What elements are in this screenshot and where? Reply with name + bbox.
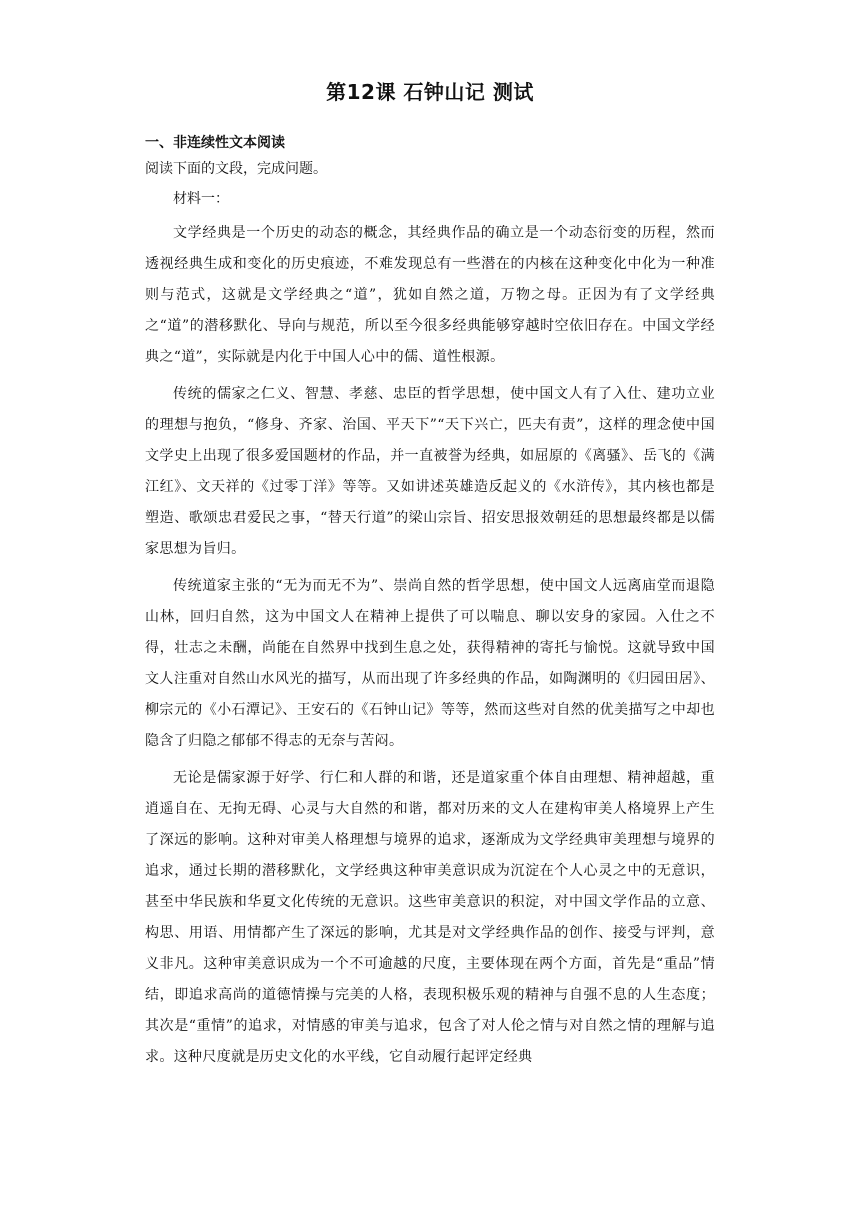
paragraph-3: 传统道家主张的“无为而无不为”、崇尚自然的哲学思想，使中国文人远离庙堂而退隐山林，回归自然，这为中国文人在精神上提供了可以喘息、聊以安身的家园。入仕之不得，壮志之未酬，尚能在自然界中找到生息之处，获得精神的寄托与愉悦。这就导致中国文人注重对自然山水风光的描写，从而出现了许多经典的作品，如陶渊明的《归园田居》、柳宗元的《小石潭记》、王安石的《石钟山记》等等，然而这些对自然的优美描写之中却也隐含了归隐之郁郁不得志的无奈与苦闷。 — [145, 578, 715, 749]
paragraph-1: 文学经典是一个历史的动态的概念，其经典作品的确立是一个动态衍变的历程，然而透视经典生成和变化的历史痕迹，不难发现总有一些潜在的内核在这种变化中化为一种准则与范式，这就是文学经典之“道”，犹如自然之道，万物之母。正因为有了文学经典之“道”的潜移默化、导向与规范，所以至今很多经典能够穿越时空依旧存在。中国文学经典之“道”，实际就是内化于中国人心中的儒、道性根源。 — [145, 225, 715, 365]
paragraph-4: 无论是儒家源于好学、行仁和人群的和谐，还是道家重个体自由理想、精神超越，重逍遥自在、无拘无碍、心灵与大自然的和谐，都对历来的文人在建构审美人格境界上产生了深远的影响。这种对审美人格理想与境界的追求，逐渐成为文学经典审美理想与境界的追求，通过长期的潜移默化，文学经典这种审美意识成为沉淀在个人心灵之中的无意识，甚至中华民族和华夏文化传统的无意识。这些审美意识的积淀，对中国文学作品的立意、构思、用语、用情都产生了深远的影响，尤其是对文学经典作品的创作、接受与评判，意义非凡。这种审美意识成为一个不可逾越的尺度，主要体现在两个方面，首先是“重品”情结，即追求高尚的道德情操与完美的人格，表现积极乐观的精神与自强不息的人生态度；其次是“重情”的追求，对情感的审美与追求，包含了对人伦之情与对自然之情的理解与追求。这种尺度就是历史文化的水平线，它自动履行起评定经典 — [145, 770, 715, 1065]
section-heading: 一、非连续性文本阅读 — [145, 135, 285, 151]
material-label: 材料一： — [173, 191, 229, 207]
reading-instruction: 阅读下面的文段，完成问题。 — [145, 161, 327, 177]
page-title: 第12课 石钟山记 测试 — [326, 80, 534, 104]
paragraph-2: 传统的儒家之仁义、智慧、孝慈、忠臣的哲学思想，使中国文人有了入仕、建功立业的理想与抱负，“修身、齐家、治国、平天下”“天下兴亡，匹夫有责”，这样的理念使中国文学史上出现了很多爱国题材的作品，并一直被誉为经典，如屈原的《离骚》、岳飞的《满江红》、文天祥的《过零丁洋》等等。又如讲述英雄造反起义的《水浒传》，其内核也都是塑造、歌颂忠君爱民之事，“替天行道”的梁山宗旨、招安思报效朝廷的思想最终都是以儒家思想为旨归。 — [145, 386, 715, 557]
document-body — [145, 130, 715, 1079]
